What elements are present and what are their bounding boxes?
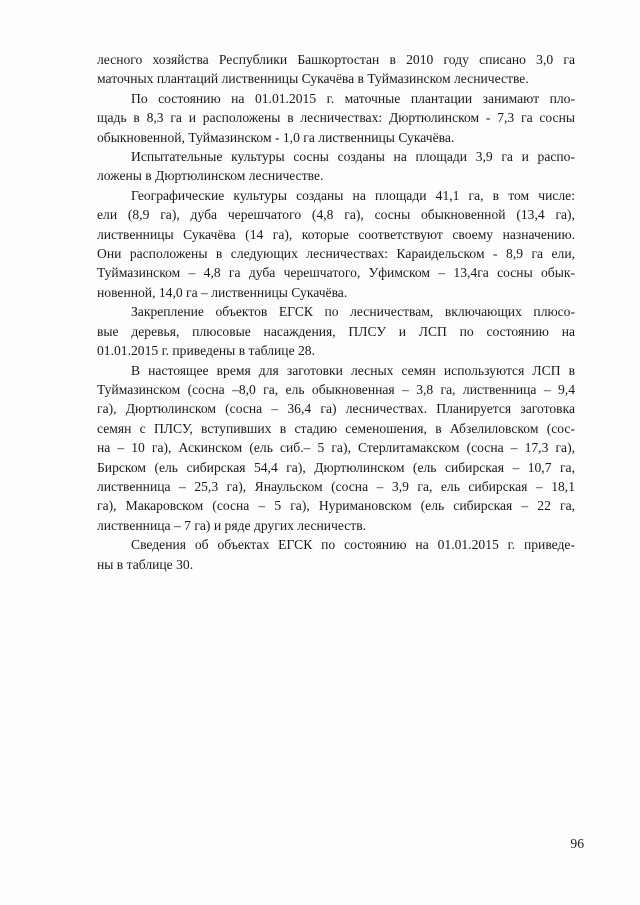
text-line: семян с ПЛСУ, вступивших в стадию семеношения, в Абзелиловском (сос- xyxy=(97,420,575,436)
text-line: на – 10 га), Аскинском (ель сиб.– 5 га), Стерлитамакском (сосна – 17,3 га), xyxy=(97,440,575,456)
text-line: Испытательные культуры сосны созданы на площади 3,9 га и распо- xyxy=(131,149,575,165)
page-number: 96 xyxy=(570,836,584,851)
paragraph-7 xyxy=(97,535,575,574)
text-line: Сведения об объектах ЕГСК по состоянию на 01.01.2015 г. приведе- xyxy=(131,537,575,553)
text-line: Они расположены в следующих лесничествах: Караидельском - 8,9 га ели, xyxy=(97,246,575,262)
paragraph-4 xyxy=(97,186,575,302)
text-line: лесного хозяйства Республики Башкортостан в 2010 году списано 3,0 га xyxy=(97,52,575,67)
paragraph-6 xyxy=(97,361,575,536)
text-line: лиственница – 7 га) и ряде других лесничеств. xyxy=(97,517,367,533)
paragraph-5 xyxy=(97,302,575,360)
text-line: Бирском (ель сибирская 54,4 га), Дюртюлинском (ель сибирская – 10,7 га, xyxy=(97,459,575,475)
paragraph-3 xyxy=(97,147,575,186)
text-line: Туймазинском (сосна –8,0 га, ель обыкновенная – 3,8 га, лиственница – 9,4 xyxy=(97,381,575,397)
text-line: лиственницы Сукачёва (14 га), которые соответствуют своему назначению. xyxy=(97,226,575,242)
text-line: Географические культуры созданы на площади 41,1 га, в том числе: xyxy=(131,187,575,203)
paragraph-1 xyxy=(97,50,575,89)
text-line: вые деревья, плюсовые насаждения, ПЛСУ и ЛСП по состоянию на xyxy=(97,323,575,339)
body-text xyxy=(97,50,575,574)
text-line: Закрепление объектов ЕГСК по лесничествам, включающих плюсо- xyxy=(131,304,575,320)
text-line: лиственница – 25,3 га), Янаульском (сосна – 3,9 га, ель сибирская – 18,1 xyxy=(97,478,575,494)
text-line: га), Макаровском (сосна – 5 га), Нуримановском (ель сибирская – 22 га, xyxy=(97,498,575,514)
text-line: щадь в 8,3 га и расположены в лесничествах: Дюртюлинском - 7,3 га сосны xyxy=(97,110,575,126)
text-line: новенной, 14,0 га – лиственницы Сукачёва. xyxy=(97,284,348,300)
text-line: га), Дюртюлинском (сосна – 36,4 га) лесничествах. Планируется заготовка xyxy=(97,401,575,417)
text-line: ложены в Дюртюлинском лесничестве. xyxy=(97,168,324,184)
text-line: По состоянию на 01.01.2015 г. маточные плантации занимают пло- xyxy=(131,90,575,106)
text-line: В настоящее время для заготовки лесных семян используются ЛСП в xyxy=(131,362,575,378)
text-line: маточных плантаций лиственницы Сукачёва в Туймазинском лесничестве. xyxy=(97,71,529,87)
text-line: Туймазинском – 4,8 га дуба черешчатого, Уфимском – 13,4га сосны обык- xyxy=(97,265,575,281)
text-line: 01.01.2015 г. приведены в таблице 28. xyxy=(97,343,315,359)
text-line: ели (8,9 га), дуба черешчатого (4,8 га), сосны обыкновенной (13,4 га), xyxy=(97,207,575,223)
paragraph-2 xyxy=(97,89,575,147)
text-line: обыкновенной, Туймазинском - 1,0 га лиственницы Сукачёва. xyxy=(97,129,455,145)
text-line: ны в таблице 30. xyxy=(97,556,194,572)
